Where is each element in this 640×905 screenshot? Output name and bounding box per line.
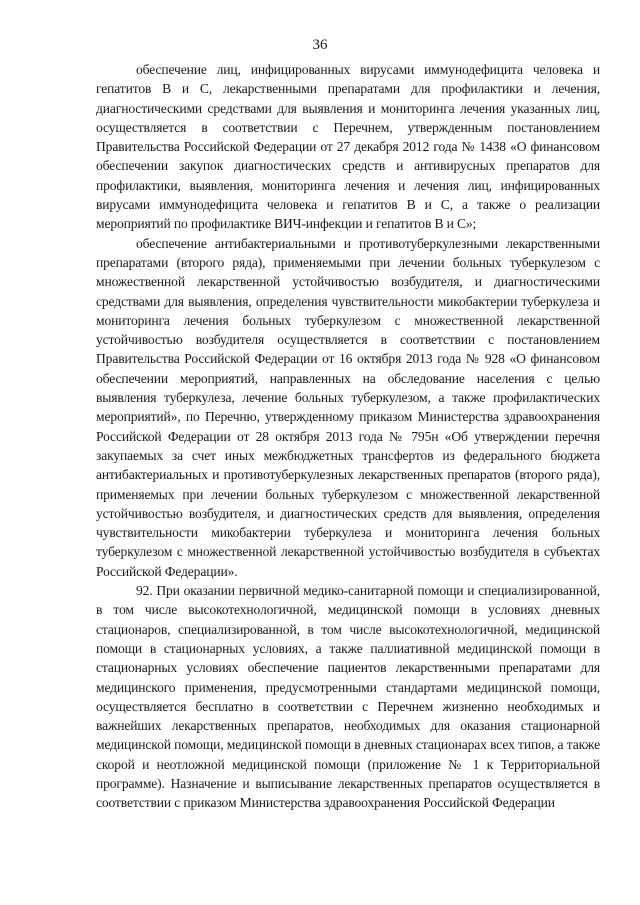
paragraph-item-92: 92. При оказании первичной медико-санитарной помощи и специализированной, в том числе высокотехнологичной, медицинской помощи в условиях дневных стационаров, специализированной, в том числе высокотехнологичной, медицинской помощи в стационарных условиях, а также паллиативной медицинской помощи в стационарных условиях обеспечение пациентов лекарственными препаратами для медицинского применения, предусмотренными стандартами медицинской помощи, осуществляется бесплатно в соответствии с Перечнем жизненно необходимых и важнейших лекарственных препаратов, необходимых для оказания стационарной медицинской помощи, медицинской помощи в дневных стационарах всех типов, а также скорой и неотложной медицинской помощи (приложение № 1 к Территориальной программе). Назначение и выписывание лекарственных препаратов осуществляется в соответствии с приказом Министерства здравоохранения Российской Федерации (96, 583, 600, 811)
paragraph-hiv-hepatitis: обеспечение лиц, инфицированных вирусами иммунодефицита человека и гепатитов B и C, лекарственными препаратами для профилактики и лечения, диагностическими средствами для выявления и мониторинга лечения указанных лиц, осуществляется в соответствии с Перечнем, утвержденным постановлением Правительства Российской Федерации от 27 декабря 2012 года № 1438 «О финансовом обеспечении закупок диагностических средств и антивирусных препаратов для профилактики, выявления, мониторинга лечения и лечения лиц, инфицированных вирусами иммунодефицита человека и гепатитов B и C, а также о реализации мероприятий по профилактике ВИЧ-инфекции и гепатитов B и C»; (96, 62, 600, 232)
document-body (96, 60, 600, 813)
page-number: 36 (312, 37, 328, 53)
paragraph-tuberculosis: обеспечение антибактериальными и противотуберкулезными лекарственными препаратами (второго ряда), применяемыми при лечении больных туберкулезом с множественной лекарственной устойчивостью возбудителя, и диагностическими средствами для выявления, определения чувствительности микобактерии туберкулеза и мониторинга лечения больных туберкулезом с множественной лекарственной устойчивостью возбудителя осуществляется в соответствии с постановлением Правительства Российской Федерации от 16 октября 2013 года № 928 «О финансовом обеспечении мероприятий, направленных на обследование населения с целью выявления туберкулеза, лечение больных туберкулезом, а также профилактических мероприятий», по Перечню, утвержденному приказом Министерства здравоохранения Российской Федерации от 28 октября 2013 года № 795н «Об утверждении перечня закупаемых за счет иных межбюджетных трансфертов из федерального бюджета антибактериальных и противотуберкулезных лекарственных препаратов (второго ряда), применяемых при лечении больных туберкулезом с множественной лекарственной устойчивостью возбудителя, и диагностических средств для выявления, определения чувствительности микобактерии туберкулеза и мониторинга лечения больных туберкулезом с множественной лекарственной устойчивостью возбудителя в субъектах Российской Федерации». (96, 235, 600, 579)
